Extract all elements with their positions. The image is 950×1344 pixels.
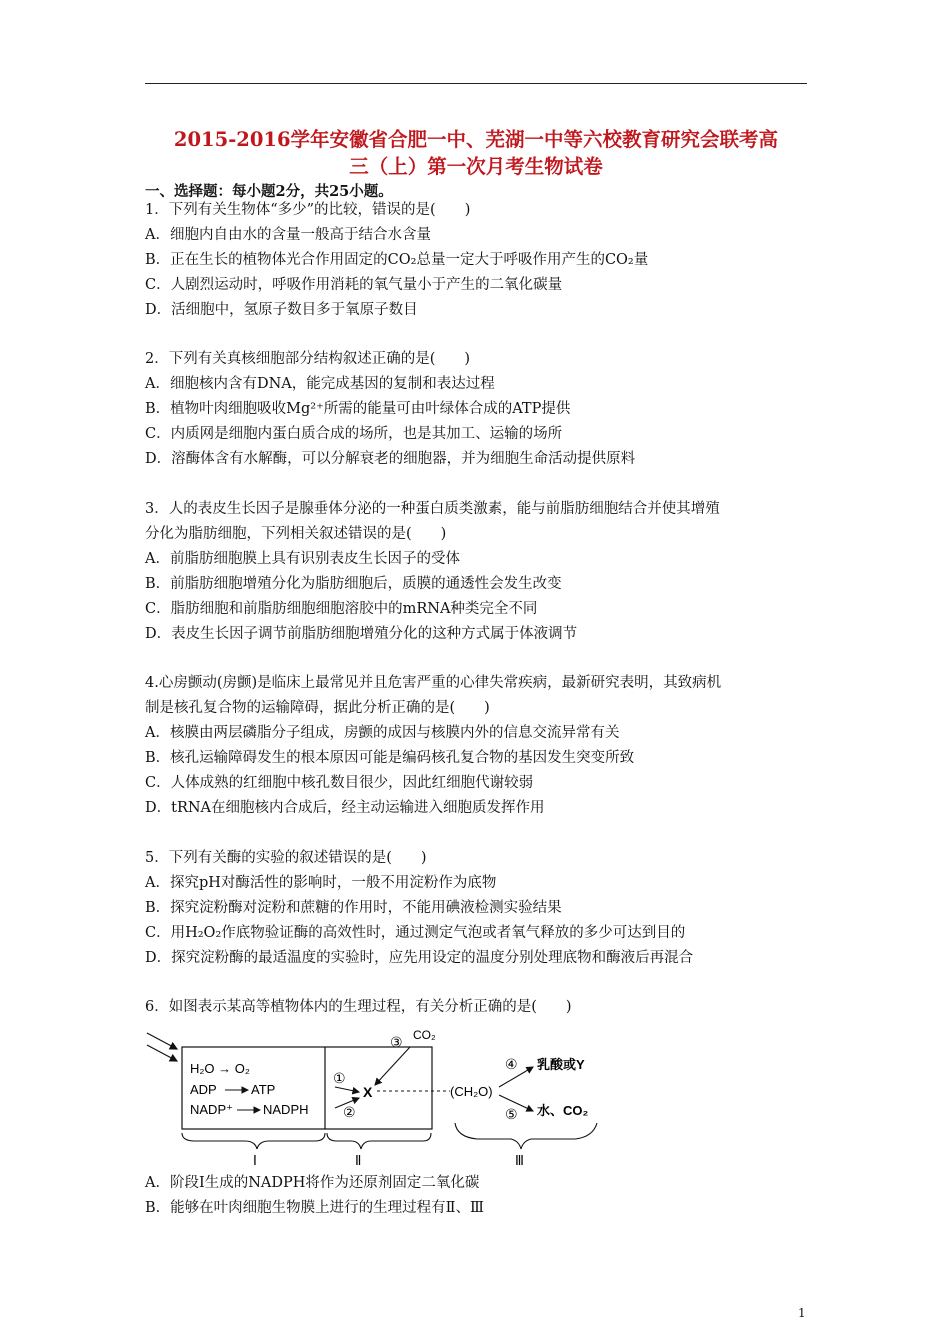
light-arrow-icon bbox=[147, 1033, 177, 1049]
product-5-label: 水、CO₂ bbox=[537, 1103, 589, 1118]
step-5-label: ⑤ bbox=[505, 1106, 518, 1122]
title-line-2: 三（上）第一次月考生物试卷 bbox=[349, 155, 603, 178]
question-3-option-b: B．前脂肪细胞增殖分化为脂肪细胞后，质膜的通透性会发生改变 bbox=[145, 576, 562, 592]
question-6-stem: 6．如图表示某高等植物体内的生理过程，有关分析正确的是( ) bbox=[145, 999, 572, 1015]
question-3-option-a: A．前脂肪细胞膜上具有识别表皮生长因子的受体 bbox=[145, 551, 460, 567]
question-5-option-b: B．探究淀粉酶对淀粉和蔗糖的作用时，不能用碘液检测实验结果 bbox=[145, 900, 562, 916]
diagram-row-3-nadp: NADP⁺ bbox=[190, 1102, 233, 1117]
question-2-stem: 2．下列有关真核细胞部分结构叙述正确的是( ) bbox=[145, 351, 471, 367]
question-2-option-a: A．细胞核内含有DNA，能完成基因的复制和表达过程 bbox=[145, 376, 495, 392]
intermediate-x: X bbox=[363, 1084, 373, 1100]
question-3-stem-line-2: 分化为脂肪细胞，下列相关叙述错误的是( ) bbox=[145, 526, 447, 542]
question-4-stem-line-2: 制是核孔复合物的运输障碍，据此分析正确的是( ) bbox=[145, 700, 490, 716]
question-3-option-d: D．表皮生长因子调节前脂肪细胞增殖分化的这种方式属于体液调节 bbox=[145, 626, 578, 642]
question-6-option-a: A．阶段Ⅰ生成的NADPH将作为还原剂固定二氧化碳 bbox=[145, 1175, 480, 1191]
diagram-row-2-atp: ATP bbox=[251, 1082, 276, 1097]
step-2-label: ② bbox=[343, 1104, 356, 1120]
question-2-option-c: C．内质网是细胞内蛋白质合成的场所，也是其加工、运输的场所 bbox=[145, 426, 563, 442]
question-3-option-c: C．脂肪细胞和前脂肪细胞细胞溶胶中的mRNA种类完全不同 bbox=[145, 601, 538, 617]
stage-1-label: Ⅰ bbox=[253, 1153, 257, 1168]
stage-1-brace bbox=[182, 1133, 325, 1149]
question-4-option-b: B．核孔运输障碍发生的根本原因可能是编码核孔复合物的基因发生突变所致 bbox=[145, 750, 635, 766]
title-line-1: 2015-2016学年安徽省合肥一中、芜湖一中等六校教育研究会联考高 bbox=[173, 128, 779, 151]
question-4-option-a: A．核膜由两层磷脂分子组成，房颤的成因与核膜内外的信息交流异常有关 bbox=[145, 725, 620, 741]
co2-label: CO₂ bbox=[413, 1028, 436, 1042]
question-1-stem: 1．下列有关生物体“多少”的比较，错误的是( ) bbox=[145, 202, 471, 218]
light-arrow-icon bbox=[147, 1045, 177, 1061]
question-5-option-a: A．探究pH对酶活性的影响时，一般不用淀粉作为底物 bbox=[145, 875, 497, 891]
stage-3-brace bbox=[455, 1123, 597, 1149]
question-4-option-c: C．人体成熟的红细胞中核孔数目很少，因此红细胞代谢较弱 bbox=[145, 775, 534, 791]
question-2-option-b: B．植物叶肉细胞吸收Mg²⁺所需的能量可由叶绿体合成的ATP提供 bbox=[145, 401, 571, 417]
product-4-label: 乳酸或Y bbox=[537, 1057, 585, 1072]
question-1-option-a: A．细胞内自由水的含量一般高于结合水含量 bbox=[145, 227, 431, 243]
question-5-option-d: D．探究淀粉酶的最适温度的实验时，应先用设定的温度分别处理底物和酶液后再混合 bbox=[145, 950, 694, 966]
question-1-option-c: C．人剧烈运动时，呼吸作用消耗的氧气量小于产生的二氧化碳量 bbox=[145, 277, 563, 293]
page-number: 1 bbox=[798, 1306, 806, 1320]
question-3-stem-line-1: 3．人的表皮生长因子是腺垂体分泌的一种蛋白质类激素，能与前脂肪细胞结合并使其增殖 bbox=[145, 501, 720, 517]
question-2-option-d: D．溶酶体含有水解酶，可以分解衰老的细胞器，并为细胞生命活动提供原料 bbox=[145, 451, 636, 467]
header-rule bbox=[145, 83, 807, 84]
question-5-option-c: C．用H₂O₂作底物验证酶的高效性时，通过测定气泡或者氧气释放的多少可达到目的 bbox=[145, 925, 686, 941]
carbohydrate-label: (CH₂O) bbox=[450, 1084, 493, 1099]
stage-2-label: Ⅱ bbox=[355, 1153, 362, 1168]
diagram-row-2-adp: ADP bbox=[190, 1082, 217, 1097]
step-3-label: ③ bbox=[390, 1034, 403, 1050]
diagram-row-3-nadph: NADPH bbox=[263, 1102, 309, 1117]
question-1-option-d: D．活细胞中，氢原子数目多于氧原子数目 bbox=[145, 302, 418, 318]
diagram-row-1: H₂O → O₂ bbox=[190, 1061, 250, 1076]
question-6-option-b: B．能够在叶肉细胞生物膜上进行的生理过程有Ⅱ、Ⅲ bbox=[145, 1200, 484, 1216]
question-1-option-b: B．正在生长的植物体光合作用固定的CO₂总量一定大于呼吸作用产生的CO₂量 bbox=[145, 252, 649, 268]
question-4-stem-line-1: 4.心房颤动(房颤)是临床上最常见并且危害严重的心律失常疾病，最新研究表明，其致病机 bbox=[145, 675, 722, 691]
stage-3-label: Ⅲ bbox=[515, 1153, 524, 1168]
question-5-stem: 5．下列有关酶的实验的叙述错误的是( ) bbox=[145, 850, 427, 866]
step-1-label: ① bbox=[333, 1070, 346, 1086]
photosynthesis-diagram bbox=[145, 1025, 615, 1170]
question-4-option-d: D．tRNA在细胞核内合成后，经主动运输进入细胞质发挥作用 bbox=[145, 800, 545, 816]
step-4-label: ④ bbox=[505, 1056, 518, 1072]
page-title bbox=[145, 126, 807, 180]
stage-2-brace bbox=[327, 1133, 431, 1149]
section-heading: 一、选择题：每小题2分，共25小题。 bbox=[145, 183, 393, 200]
